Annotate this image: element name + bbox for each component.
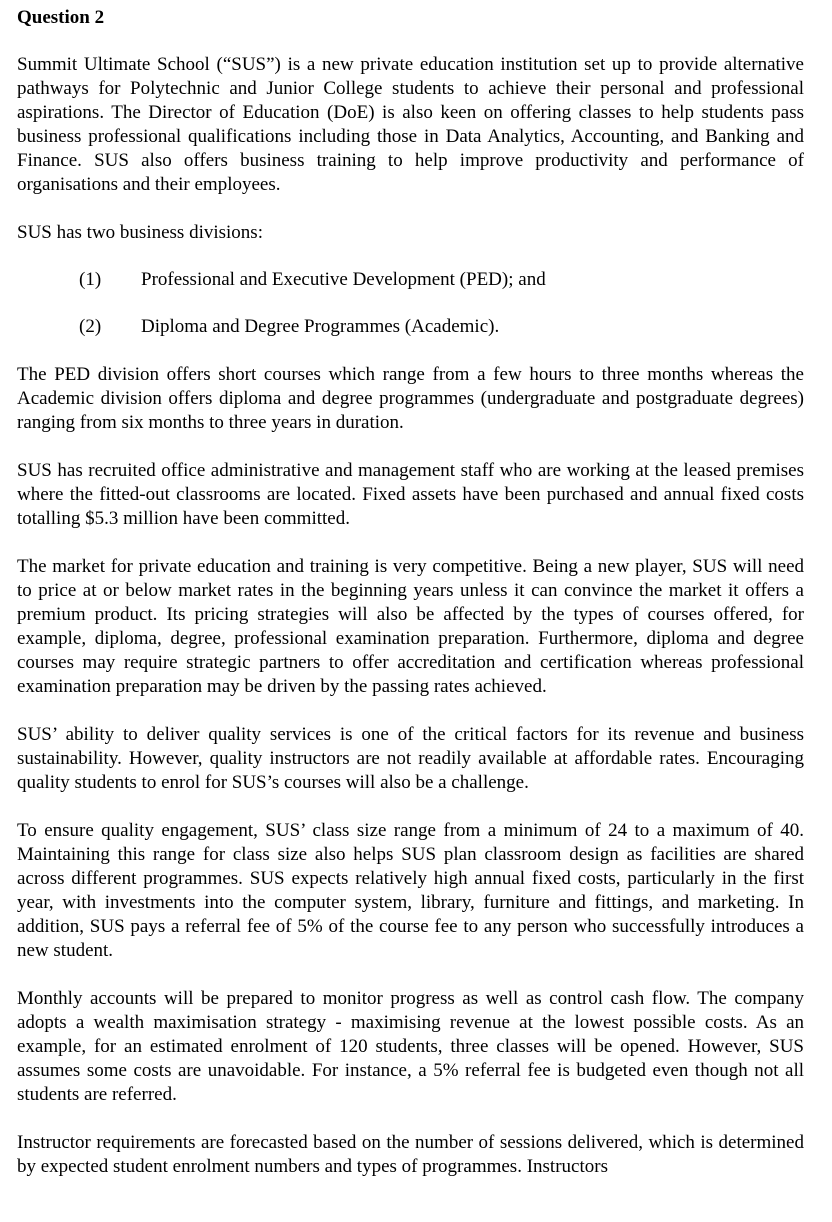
instructor-requirements-paragraph: Instructor requirements are forecasted based on the number of sessions delivered, which is determined by expected student enrolment numbers and types of programmes. Instructors [17, 1132, 804, 1177]
division-label: Diploma and Degree Programmes (Academic). [141, 316, 500, 337]
divisions-intro-paragraph: SUS has two business divisions: [17, 222, 263, 243]
division-number: (2) [79, 316, 102, 337]
premises-costs-paragraph: SUS has recruited office administrative and management staff who are working at the leased premises where the fitted-out classrooms are located. Fixed assets have been purchased and annual fixed costs totalling $5.3 million have been committed. [17, 460, 804, 529]
market-pricing-paragraph: The market for private education and training is very competitive. Being a new player, SUS will need to price at or below market rates in the beginning years unless it can convince the market it offers a premium product. Its pricing strategies will also be affected by the types of courses offered, for example, diploma, degree, professional examination preparation. Furthermore, diploma and degree courses may require strategic partners to offer accreditation and certification whereas professional examination preparation may be driven by the passing rates achieved. [17, 556, 804, 697]
division-item [17, 268, 804, 292]
quality-services-paragraph: SUS’ ability to deliver quality services is one of the critical factors for its revenue and business sustainability. However, quality instructors are not readily available at affordable rates. Encouraging quality students to enrol for SUS’s courses will also be a challenge. [17, 724, 804, 793]
division-item [17, 315, 804, 339]
monthly-accounts-paragraph: Monthly accounts will be prepared to monitor progress as well as control cash flow. The company adopts a wealth maximisation strategy - maximising revenue at the lowest possible costs. As an example, for an estimated enrolment of 120 students, three classes will be opened. However, SUS assumes some costs are unavoidable. For instance, a 5% referral fee is budgeted even though not all students are referred. [17, 988, 804, 1105]
division-list [17, 268, 804, 339]
question-title: Question 2 [17, 7, 105, 28]
division-number: (1) [79, 269, 102, 290]
intro-paragraph: Summit Ultimate School (“SUS”) is a new private education institution set up to provide alternative pathways for Polytechnic and Junior College students to achieve their personal and professional aspirations. The Director of Education (DoE) is also keen on offering classes to help students pass business professional qualifications including those in Data Analytics, Accounting, and Banking and Finance. SUS also offers business training to help improve productivity and performance of organisations and their employees. [17, 54, 804, 195]
division-label: Professional and Executive Development (PED); and [141, 269, 546, 290]
course-duration-paragraph: The PED division offers short courses which range from a few hours to three months whereas the Academic division offers diploma and degree programmes (undergraduate and postgraduate degrees) ranging from six months to three years in duration. [17, 364, 804, 433]
class-size-paragraph: To ensure quality engagement, SUS’ class size range from a minimum of 24 to a maximum of 40. Maintaining this range for class size also helps SUS plan classroom design as facilities are shared across different programmes. SUS expects relatively high annual fixed costs, particularly in the first year, with investments into the computer system, library, furniture and fittings, and marketing. In addition, SUS pays a referral fee of 5% of the course fee to any person who successfully introduces a new student. [17, 820, 804, 961]
